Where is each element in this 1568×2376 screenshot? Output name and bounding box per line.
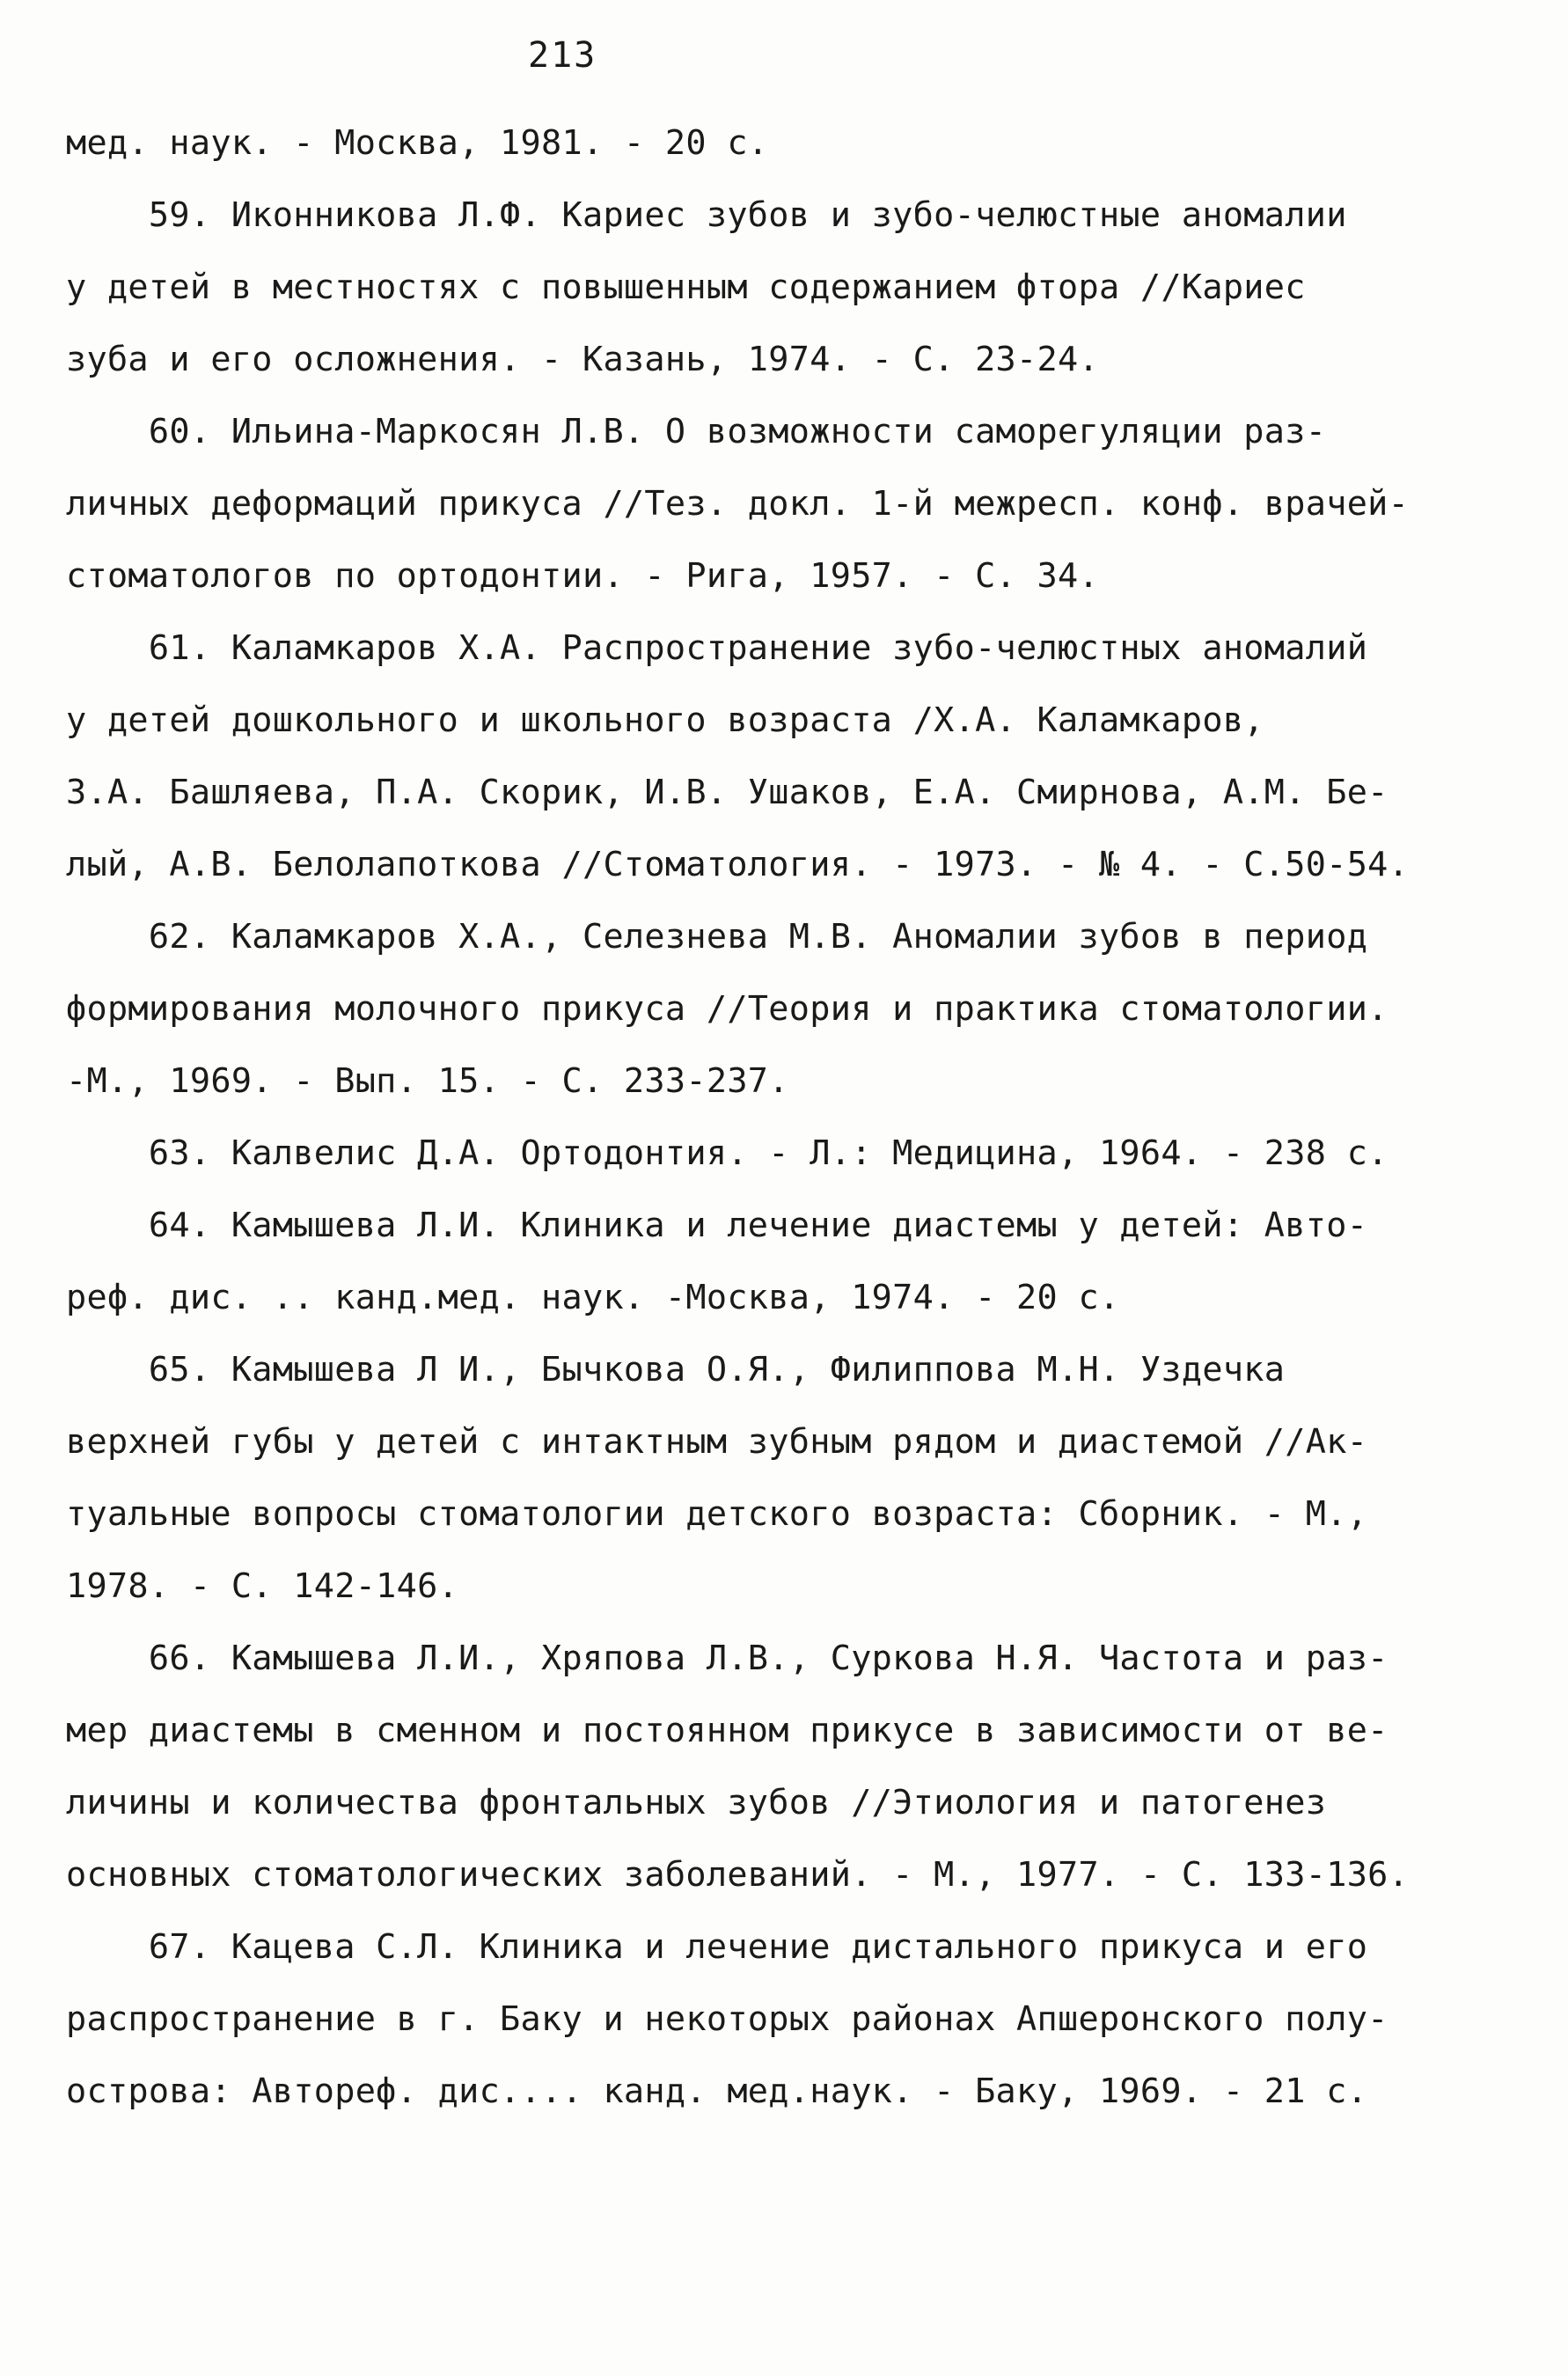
text-line: личины и количества фронтальных зубов //Этиология и патогенез xyxy=(66,1783,1327,1822)
text-line: мер диастемы в сменном и постоянном прикусе в зависимости от ве- xyxy=(66,1711,1388,1750)
text-line: острова: Автореф. дис.... канд. мед.наук. - Баку, 1969. - 21 с. xyxy=(66,2072,1368,2111)
text-line: 62. Каламкаров Х.А., Селезнева М.В. Аномалии зубов в период xyxy=(66,917,1368,957)
text-line: 65. Камышева Л И., Бычкова О.Я., Филиппова М.Н. Уздечка xyxy=(66,1350,1286,1390)
text-line: реф. дис. .. канд.мед. наук. -Москва, 1974. - 20 с. xyxy=(66,1278,1120,1317)
text-line: у детей дошкольного и школьного возраста /Х.А. Каламкаров, xyxy=(66,700,1264,740)
text-line: личных деформаций прикуса //Тез. докл. 1-й межресп. конф. врачей- xyxy=(66,484,1410,524)
text-line: 60. Ильина-Маркосян Л.В. О возможности саморегуляции раз- xyxy=(66,412,1327,451)
text-line: основных стоматологических заболеваний. - М., 1977. - С. 133-136. xyxy=(66,1855,1410,1895)
text-line: 1978. - С. 142-146. xyxy=(66,1566,459,1606)
text-line: у детей в местностях с повышенным содержанием фтора //Кариес xyxy=(66,268,1306,307)
text-line: мед. наук. - Москва, 1981. - 20 с. xyxy=(66,123,769,163)
text-line: формирования молочного прикуса //Теория и практика стоматологии. xyxy=(66,989,1388,1029)
text-line: -М., 1969. - Вып. 15. - С. 233-237. xyxy=(66,1061,789,1101)
text-line: 67. Кацева С.Л. Клиника и лечение дистального прикуса и его xyxy=(66,1927,1368,1967)
text-line: верхней губы у детей с интактным зубным рядом и диастемой //Ак- xyxy=(66,1422,1368,1462)
text-line: 64. Камышева Л.И. Клиника и лечение диастемы у детей: Авто- xyxy=(66,1206,1368,1245)
text-line: распространение в г. Баку и некоторых районах Апшеронского полу- xyxy=(66,1999,1388,2039)
text-line: лый, А.В. Белолапоткова //Стоматология. - 1973. - № 4. - С.50-54. xyxy=(66,845,1410,884)
text-line: туальные вопросы стоматологии детского возраста: Сборник. - М., xyxy=(66,1494,1368,1534)
text-line: зуба и его осложнения. - Казань, 1974. - С. 23-24. xyxy=(66,340,1099,379)
page-number: 213 xyxy=(528,35,597,76)
text-line: стоматологов по ортодонтии. - Рига, 1957. - С. 34. xyxy=(66,556,1099,596)
text-line: 61. Каламкаров Х.А. Распространение зубо-челюстных аномалий xyxy=(66,628,1368,668)
text-line: 66. Камышева Л.И., Хряпова Л.В., Суркова Н.Я. Частота и раз- xyxy=(66,1639,1388,1678)
text-line: З.А. Башляева, П.А. Скорик, И.В. Ушаков, Е.А. Смирнова, А.М. Бе- xyxy=(66,773,1388,812)
text-line: 59. Иконникова Л.Ф. Кариес зубов и зубо-челюстные аномалии xyxy=(66,195,1347,235)
text-line: 63. Калвелис Д.А. Ортодонтия. - Л.: Медицина, 1964. - 238 с. xyxy=(66,1133,1388,1173)
bibliography-list xyxy=(66,107,1509,2128)
